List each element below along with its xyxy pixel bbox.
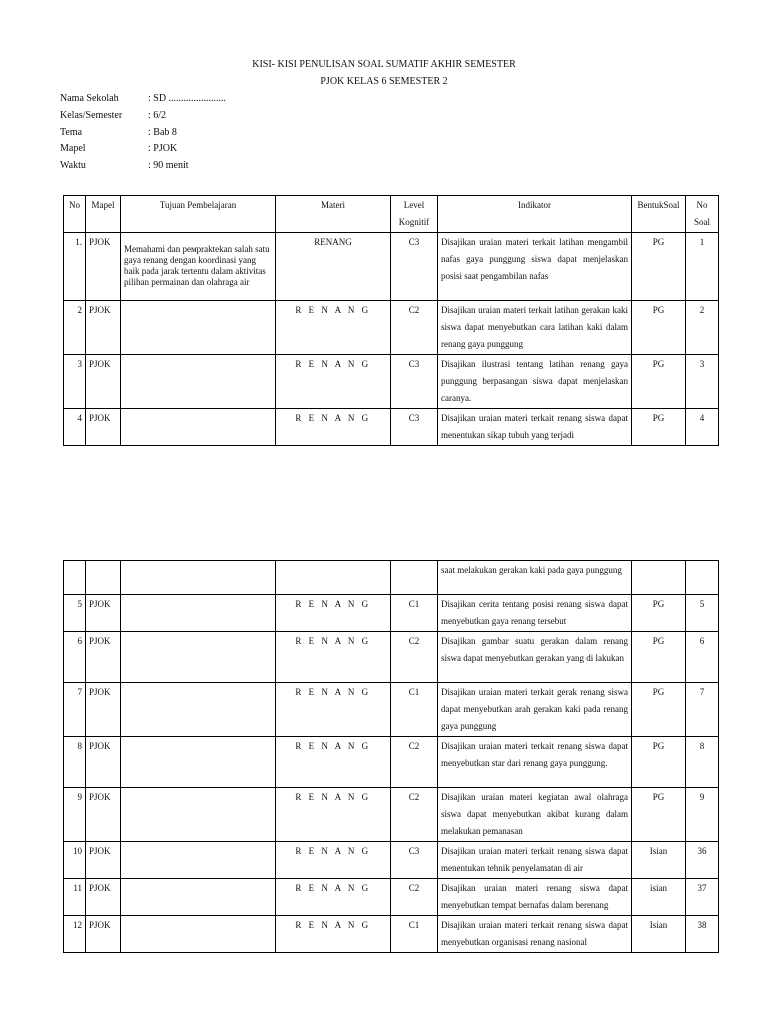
kisi-table-page2 — [63, 560, 719, 953]
table-row — [64, 683, 719, 737]
cell-level: C2 — [391, 301, 438, 355]
table-row — [64, 879, 719, 916]
cell-level: C1 — [391, 683, 438, 737]
cell-bentuk: PG — [632, 737, 686, 788]
cell-mapel — [86, 561, 121, 595]
cell-materi: R E N A N G — [276, 301, 391, 355]
cell-indikator: Disajikan cerita tentang posisi renang siswa dapat menyebutkan gaya renang tersebut — [438, 595, 632, 632]
cell-materi: R E N A N G — [276, 842, 391, 879]
cell-nosoal: 4 — [686, 409, 719, 446]
cell-level: C1 — [391, 595, 438, 632]
cell-indikator: Disajikan uraian materi terkait renang siswa dapat menentukan sikap tubuh yang terjadi — [438, 409, 632, 446]
cell-bentuk: isian — [632, 879, 686, 916]
cell-tujuan — [121, 788, 276, 842]
header-indikator: Indikator — [438, 196, 632, 233]
cell-nosoal — [686, 561, 719, 595]
cell-bentuk: PG — [632, 355, 686, 409]
cell-tujuan — [121, 301, 276, 355]
cell-bentuk: PG — [632, 632, 686, 683]
cell-bentuk: Isian — [632, 916, 686, 953]
cell-materi: R E N A N G — [276, 595, 391, 632]
info-value: : 6/2 — [148, 110, 167, 121]
cell-mapel: PJOK — [86, 916, 121, 953]
cell-indikator: Disajikan uraian materi terkait gerak renang siswa dapat menyebutkan arah gerakan kaki pada renang gaya punggung — [438, 683, 632, 737]
table-header-row — [64, 196, 719, 233]
cell-indikator: saat melakukan gerakan kaki pada gaya punggung — [438, 561, 632, 595]
table-row-continuation — [64, 561, 719, 595]
header-materi: Materi — [276, 196, 391, 233]
table-row — [64, 632, 719, 683]
header-mapel: Mapel — [86, 196, 121, 233]
header-bentuk: BentukSoal — [632, 196, 686, 233]
table-row — [64, 737, 719, 788]
cell-level: C3 — [391, 409, 438, 446]
header-level-line1: Level — [403, 200, 425, 210]
cell-nosoal: 38 — [686, 916, 719, 953]
header-tujuan: Tujuan Pembelajaran — [121, 196, 276, 233]
table-row — [64, 788, 719, 842]
cell-mapel: PJOK — [86, 355, 121, 409]
cell-bentuk: PG — [632, 683, 686, 737]
cell-nosoal: 8 — [686, 737, 719, 788]
cell-nosoal: 36 — [686, 842, 719, 879]
cell-nosoal: 7 — [686, 683, 719, 737]
cell-indikator: Disajikan uraian materi terkait renang siswa dapat menyebutkan star dari renang gaya punggung. — [438, 737, 632, 788]
cell-materi: R E N A N G — [276, 683, 391, 737]
cell-tujuan: Memahami dan peмpraktekan salah satu gaya renang dengan koordinasi yang baik pada jarak tertentu dalam aktivitas pilihan permainan dan olahraga air — [121, 233, 276, 301]
cell-bentuk: PG — [632, 233, 686, 301]
cell-materi: R E N A N G — [276, 916, 391, 953]
table-row — [64, 595, 719, 632]
info-label: Waktu — [60, 160, 86, 171]
info-label: Kelas/Semester — [60, 110, 123, 121]
cell-indikator: Disajikan uraian materi terkait renang siswa dapat menentukan tehnik penyelamatan di air — [438, 842, 632, 879]
cell-mapel: PJOK — [86, 233, 121, 301]
cell-bentuk: Isian — [632, 842, 686, 879]
cell-bentuk — [632, 561, 686, 595]
cell-materi: R E N A N G — [276, 788, 391, 842]
cell-level: C3 — [391, 355, 438, 409]
cell-mapel: PJOK — [86, 788, 121, 842]
cell-tujuan — [121, 879, 276, 916]
header-no: No — [64, 196, 86, 233]
cell-tujuan — [121, 595, 276, 632]
cell-indikator: Disajikan ilustrasi tentang latihan renang gaya punggung berpasangan siswa dapat menjelaskan caranya. — [438, 355, 632, 409]
cell-nosoal: 37 — [686, 879, 719, 916]
cell-nosoal: 9 — [686, 788, 719, 842]
table-row — [64, 233, 719, 301]
cell-nosoal: 3 — [686, 355, 719, 409]
header-nosoal-line1: No — [696, 200, 708, 210]
kisi-table-page1 — [63, 195, 719, 446]
doc-title-line1: KISI- KISI PENULISAN SOAL SUMATIF AKHIR SEMESTER — [252, 59, 516, 70]
cell-tujuan — [121, 409, 276, 446]
cell-level: C2 — [391, 879, 438, 916]
cell-no: 9 — [64, 788, 86, 842]
cell-mapel: PJOK — [86, 737, 121, 788]
cell-mapel: PJOK — [86, 683, 121, 737]
cell-bentuk: PG — [632, 595, 686, 632]
cell-tujuan — [121, 916, 276, 953]
cell-no: 5 — [64, 595, 86, 632]
cell-materi: R E N A N G — [276, 409, 391, 446]
cell-bentuk: PG — [632, 788, 686, 842]
cell-level: C2 — [391, 737, 438, 788]
cell-materi: RENANG — [276, 233, 391, 301]
cell-mapel: PJOK — [86, 632, 121, 683]
cell-no — [64, 561, 86, 595]
cell-mapel: PJOK — [86, 595, 121, 632]
header-level — [391, 196, 438, 233]
doc-title-line2: PJOK KELAS 6 SEMESTER 2 — [320, 76, 448, 87]
cell-no: 6 — [64, 632, 86, 683]
cell-mapel: PJOK — [86, 301, 121, 355]
cell-indikator: Disajikan uraian materi terkait renang siswa dapat menyebutkan organisasi renang nasional — [438, 916, 632, 953]
cell-tujuan — [121, 683, 276, 737]
cell-tujuan — [121, 632, 276, 683]
cell-no: 4 — [64, 409, 86, 446]
cell-indikator: Disajikan uraian materi renang siswa dapat menyebutkan tempat bernafas dalam berenang — [438, 879, 632, 916]
header-nosoal-line2: Soal — [693, 217, 710, 227]
cell-nosoal: 6 — [686, 632, 719, 683]
info-label: Nama Sekolah — [60, 93, 119, 104]
cell-tujuan — [121, 561, 276, 595]
info-label: Mapel — [60, 143, 86, 154]
info-value: : Bab 8 — [148, 127, 177, 138]
cell-indikator: Disajikan uraian materi terkait latihan mengambil nafas gaya punggung siswa dapat menjelaskan posisi saat pengambilan nafas — [438, 233, 632, 301]
header-level-line2: Kognitif — [398, 217, 430, 227]
cell-tujuan — [121, 355, 276, 409]
cell-mapel: PJOK — [86, 409, 121, 446]
cell-nosoal: 1 — [686, 233, 719, 301]
cell-tujuan — [121, 842, 276, 879]
cell-mapel: PJOK — [86, 842, 121, 879]
cell-indikator: Disajikan gambar suatu gerakan dalam renang siswa dapat menyebutkan gerakan yang di lakukan — [438, 632, 632, 683]
cell-level: C2 — [391, 632, 438, 683]
info-value: : SD ....................... — [148, 93, 227, 104]
info-value: : 90 menit — [148, 160, 189, 171]
cell-no: 2 — [64, 301, 86, 355]
cell-level: C1 — [391, 916, 438, 953]
cell-indikator: Disajikan uraian materi kegiatan awal olahraga siswa dapat menyebutkan akibat kurang dalam melakukan pemanasan — [438, 788, 632, 842]
cell-no: 1. — [64, 233, 86, 301]
cell-tujuan — [121, 737, 276, 788]
table-row — [64, 409, 719, 446]
cell-level: C2 — [391, 788, 438, 842]
table-row — [64, 916, 719, 953]
table-row — [64, 842, 719, 879]
cell-materi: R E N A N G — [276, 737, 391, 788]
cell-mapel: PJOK — [86, 879, 121, 916]
cell-nosoal: 5 — [686, 595, 719, 632]
cell-level: C3 — [391, 233, 438, 301]
cell-materi: R E N A N G — [276, 355, 391, 409]
cell-materi: R E N A N G — [276, 632, 391, 683]
cell-bentuk: PG — [632, 409, 686, 446]
header-nosoal — [686, 196, 719, 233]
cell-no: 3 — [64, 355, 86, 409]
cell-materi — [276, 561, 391, 595]
cell-no: 11 — [64, 879, 86, 916]
cell-level: C3 — [391, 842, 438, 879]
cell-no: 12 — [64, 916, 86, 953]
cell-level — [391, 561, 438, 595]
info-label: Tema — [60, 127, 83, 138]
cell-no: 8 — [64, 737, 86, 788]
cell-materi: R E N A N G — [276, 879, 391, 916]
table-row — [64, 355, 719, 409]
table-row — [64, 301, 719, 355]
cell-no: 7 — [64, 683, 86, 737]
info-value: : PJOK — [148, 143, 178, 154]
cell-nosoal: 2 — [686, 301, 719, 355]
cell-bentuk: PG — [632, 301, 686, 355]
cell-indikator: Disajikan uraian materi terkait latihan gerakan kaki siswa dapat menyebutkan cara latihan kaki dalam renang gaya punggung — [438, 301, 632, 355]
cell-no: 10 — [64, 842, 86, 879]
